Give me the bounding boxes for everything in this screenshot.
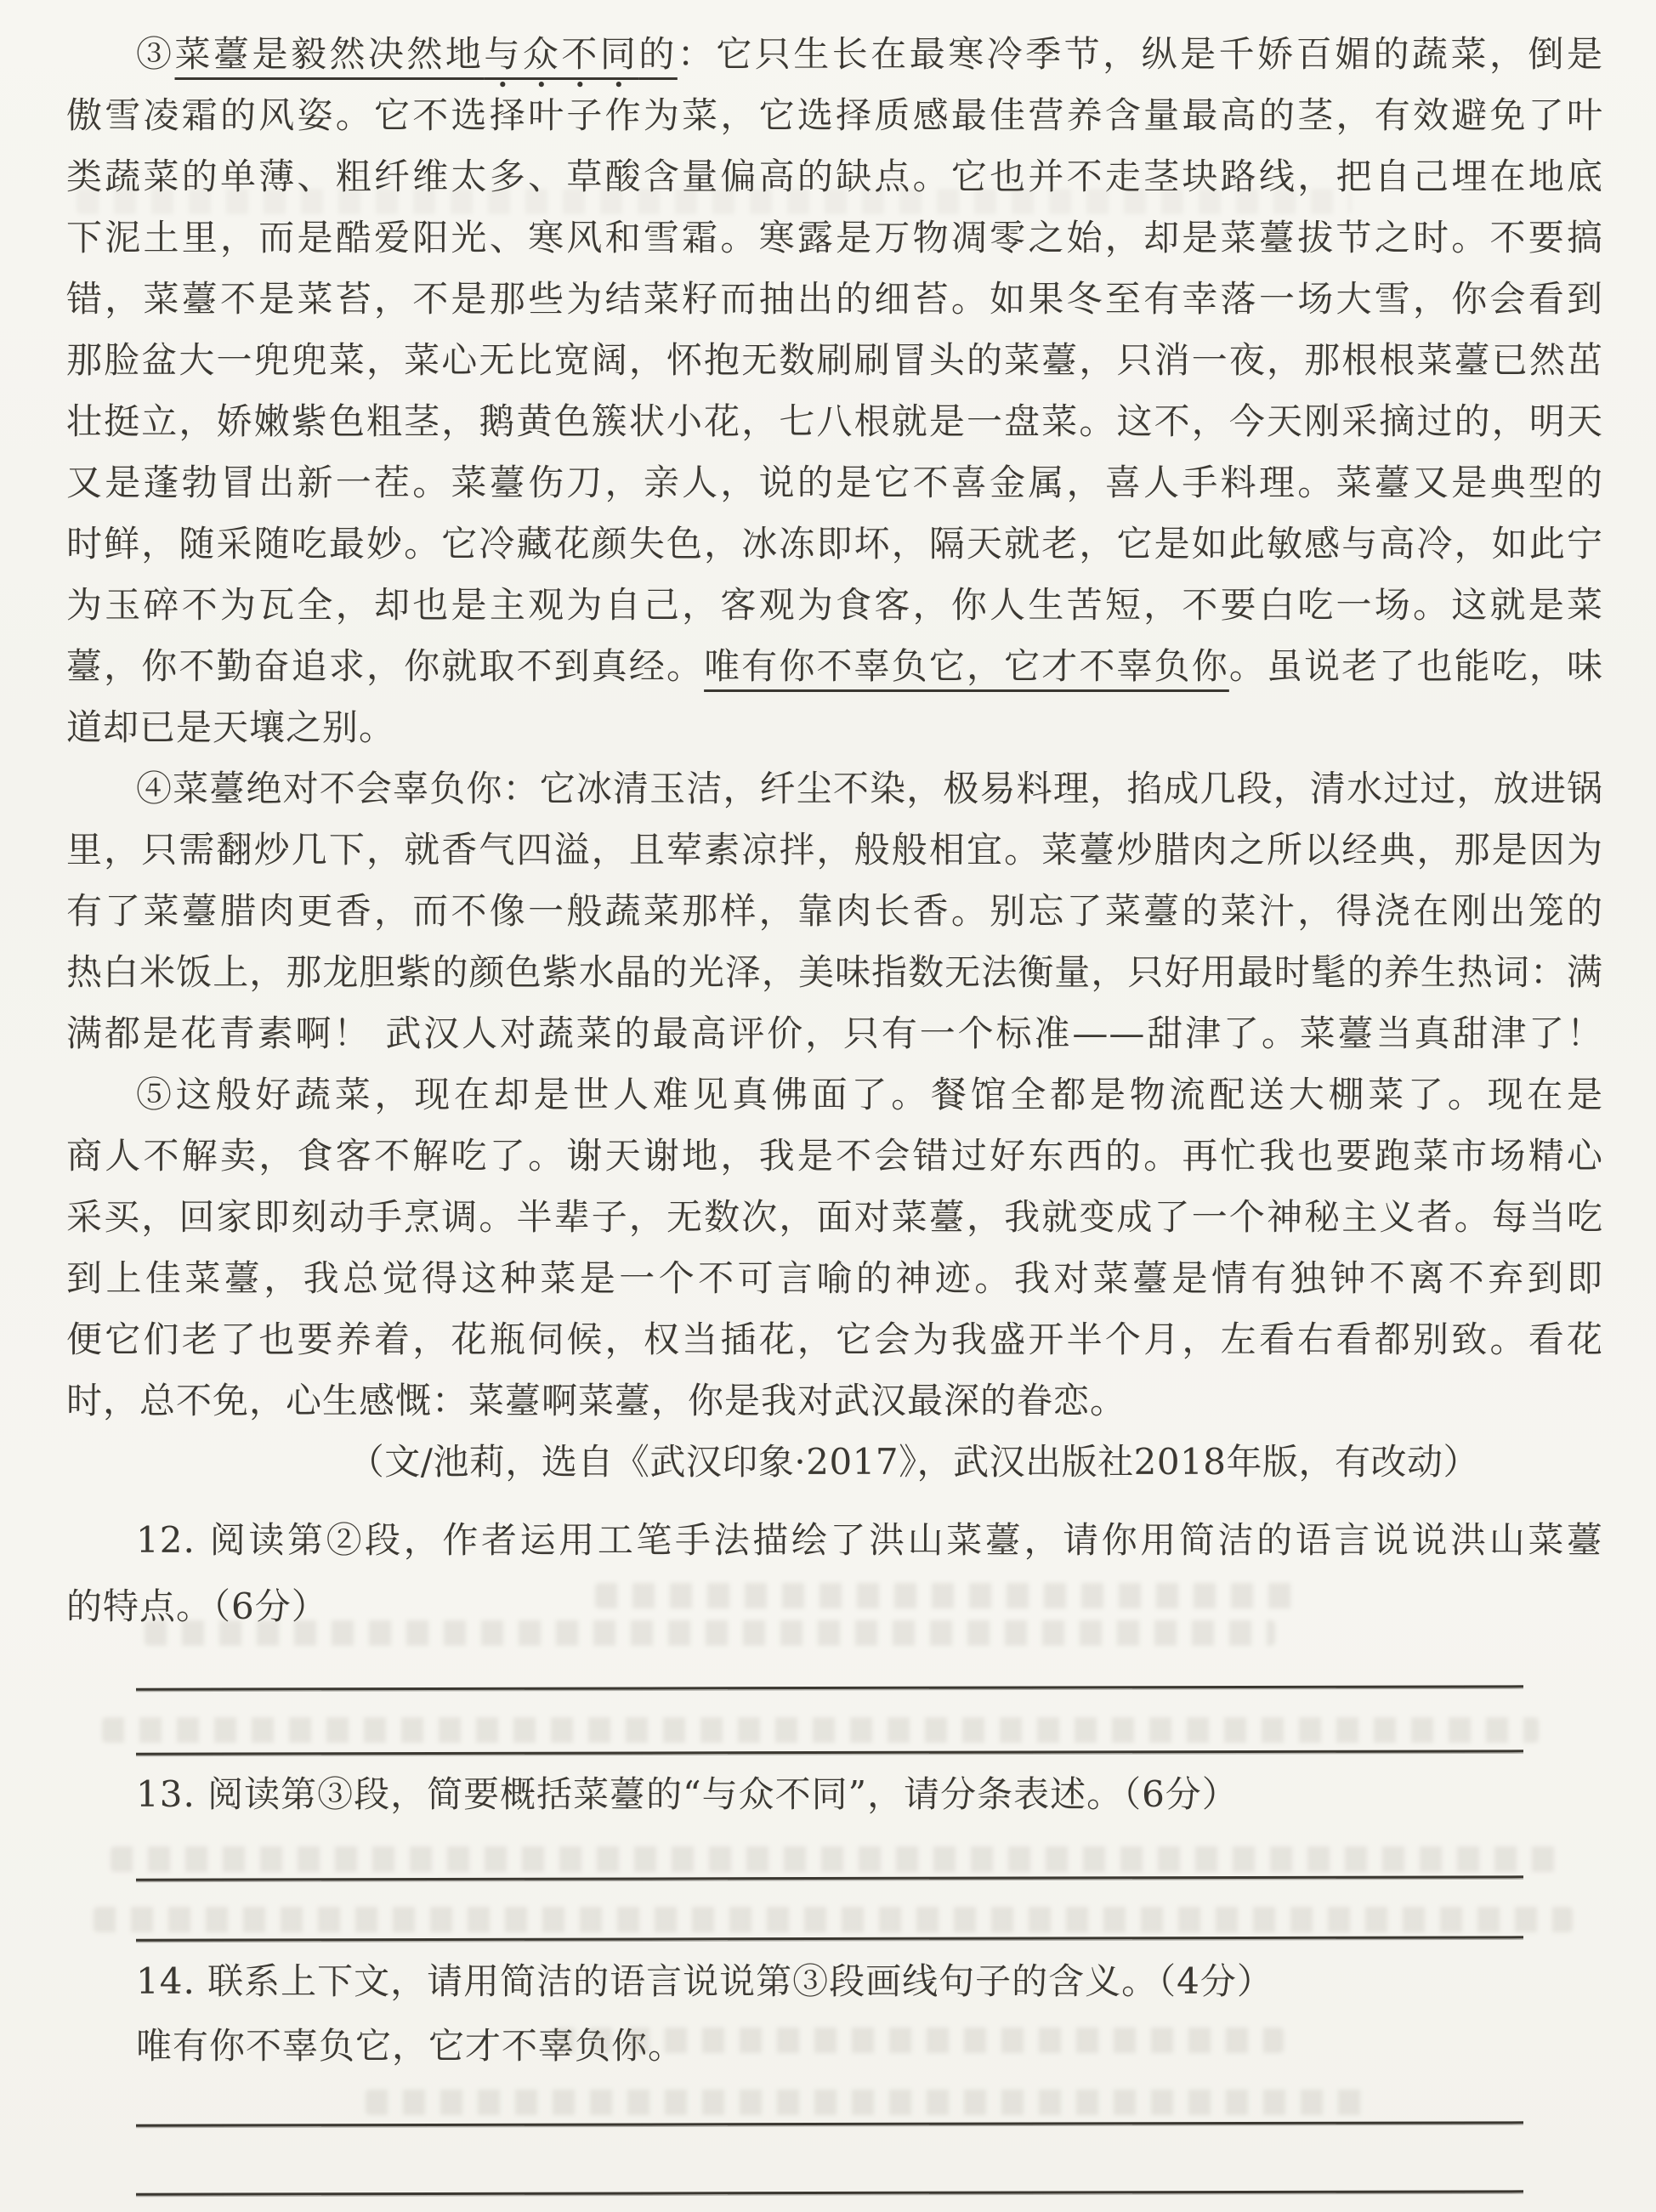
text-segment: 14. 联系上下文，请用简洁的语言说说第③段画线句子的含义。（4分）: [136, 1960, 1273, 2002]
bleedthrough-smudge: [102, 1717, 1539, 1743]
passage-p4-line5: 满都是花青素啊！ 武汉人对蔬菜的最高评价，只有一个标准——甜津了。菜薹当真甜津了！: [66, 1012, 1603, 1054]
passage-p5-line6: 时，总不免，心生感慨：菜薹啊菜薹，你是我对武汉最深的眷恋。: [66, 1380, 1127, 1421]
bleedthrough-smudge: [366, 2090, 1369, 2115]
passage-p5-line1: ⑤这般好蔬菜，现在却是世人难见真佛面了。餐馆全都是物流配送大棚菜了。现在是: [136, 1074, 1603, 1115]
answer-blank-line: [136, 2121, 1523, 2126]
underlined-phrase: [175, 33, 678, 75]
paragraph-3-marker: ③: [136, 33, 175, 75]
question-13-line1: [66, 1761, 1603, 1827]
passage-p3-line6: 那脸盆大一兜兜菜，菜心无比宽阔，怀抱无数刷刷冒头的菜薹，只消一夜，那根根菜薹已然茁: [66, 339, 1603, 381]
passage-p4-line3: 有了菜薹腊肉更香，而不像一般蔬菜那样，靠肉长香。别忘了菜薹的菜汁，得浇在刚出笼的: [66, 890, 1603, 932]
passage-p3-line5: 错，菜薹不是菜苔，不是那些为结菜籽而抽出的细苔。如果冬至有幸落一场大雪，你会看到: [66, 278, 1603, 320]
passage-p5-line3: 采买，回家即刻动手烹调。半辈子，无数次，面对菜薹，我就变成了一个神秘主义者。每当吃: [66, 1196, 1603, 1238]
text-segment: 。虽说老了也能吃，味: [1228, 645, 1603, 687]
underlined-sentence: 唯有你不辜负它，它才不辜负你: [704, 645, 1229, 687]
question-14-quoted-sentence: [66, 2013, 1603, 2079]
passage-p3-line1: [66, 24, 1603, 85]
bleedthrough-smudge: [111, 1846, 1556, 1872]
answer-blank-line: [136, 1936, 1523, 1941]
passage-p4-line1: ④菜薹绝对不会辜负你：它冰清玉洁，纤尘不染，极易料理，掐成几段，清水过过，放进锅: [136, 768, 1603, 809]
emphasis-dotted-phrase: 与众不同: [484, 33, 639, 75]
passage-p5-line2: 商人不解卖，食客不解吃了。谢天谢地，我是不会错过好东西的。再忙我也要跑菜市场精心: [66, 1135, 1603, 1177]
passage-p3-line10: 为玉碎不为瓦全，却也是主观为自己，客观为食客，你人生苦短，不要白吃一场。这就是菜: [66, 584, 1603, 626]
question-12-line2: 的特点。（6分）: [66, 1585, 328, 1627]
text-segment: 12. 阅读第②段，作者运用工笔手法描绘了洪山菜薹，请你用简洁的语言说说洪山菜薹: [136, 1519, 1603, 1561]
reading-passage: [66, 24, 1603, 1493]
passage-p3-line4: 下泥土里，而是酷爱阳光、寒风和雪霜。寒露是万物凋零之始，却是菜薹拔节之时。不要搞: [66, 217, 1603, 258]
passage-p4-line4: 热白米饭上，那龙胆紫的颜色紫水晶的光泽，美味指数无法衡量，只好用最时髦的养生热词：满: [66, 951, 1603, 993]
text-segment: 薹，你不勤奋追求，你就取不到真经。: [66, 645, 705, 687]
passage-p3-line2: 傲雪凌霜的风姿。它不选择叶子作为菜，它选择质感最佳营养含量最高的茎，有效避免了叶: [66, 94, 1603, 136]
passage-p3-line3: 类蔬菜的单薄、粗纤维太多、草酸含量偏高的缺点。它也并不走茎块路线，把自己埋在地底: [66, 156, 1603, 197]
text-segment: 唯有你不辜负它，它才不辜负你。: [136, 2025, 685, 2067]
answer-blank-line: [136, 1750, 1523, 1755]
text-segment: 13. 阅读第③段，简要概括菜薹的“与众不同”，请分条表述。（6分）: [136, 1773, 1239, 1815]
text-segment: ：它只生长在最寒冷季节，纵是千娇百媚的蔬菜，倒是: [677, 33, 1603, 75]
answer-blank-line: [136, 1685, 1523, 1690]
passage-p5-line5: 便它们老了也要养着，花瓶伺候，权当插花，它会为我盛开半个月，左看右看都别致。看花: [66, 1319, 1603, 1360]
question-12-line1: [66, 1507, 1603, 1573]
answer-blank-line: [136, 2190, 1523, 2195]
passage-p4-line2: 里，只需翻炒几下，就香气四溢，且荤素凉拌，般般相宜。菜薹炒腊肉之所以经典，那是因为: [66, 829, 1603, 871]
text-segment: 菜薹是毅然决然地: [174, 33, 485, 75]
question-14-line1: [66, 1948, 1603, 2014]
text-segment: 的: [638, 33, 678, 75]
passage-p3-line8: 又是蓬勃冒出新一茬。菜薹伤刀，亲人，说的是它不喜金属，喜人手料理。菜薹又是典型的: [66, 462, 1603, 503]
passage-p5-line4: 到上佳菜薹，我总觉得这种菜是一个不可言喻的神迹。我对菜薹是情有独钟不离不弃到即: [66, 1257, 1603, 1299]
source-attribution: （文/池莉，选自《武汉印象·2017》，武汉出版社2018年版，有改动）: [348, 1441, 1479, 1483]
passage-p3-line9: 时鲜，随采随吃最妙。它冷藏花颜失色，冰冻即坏，隔天就老，它是如此敏感与高冷，如此宁: [66, 523, 1603, 564]
answer-blank-line: [136, 1875, 1523, 1880]
passage-p3-line12: 道却已是天壤之别。: [66, 706, 396, 748]
passage-p3-line11: [66, 636, 1603, 697]
bleedthrough-smudge: [94, 1907, 1573, 1932]
passage-p3-line7: 壮挺立，娇嫩紫色粗茎，鹅黄色簇状小花，七八根就是一盘菜。这不，今天刚采摘过的，明天: [66, 400, 1603, 442]
